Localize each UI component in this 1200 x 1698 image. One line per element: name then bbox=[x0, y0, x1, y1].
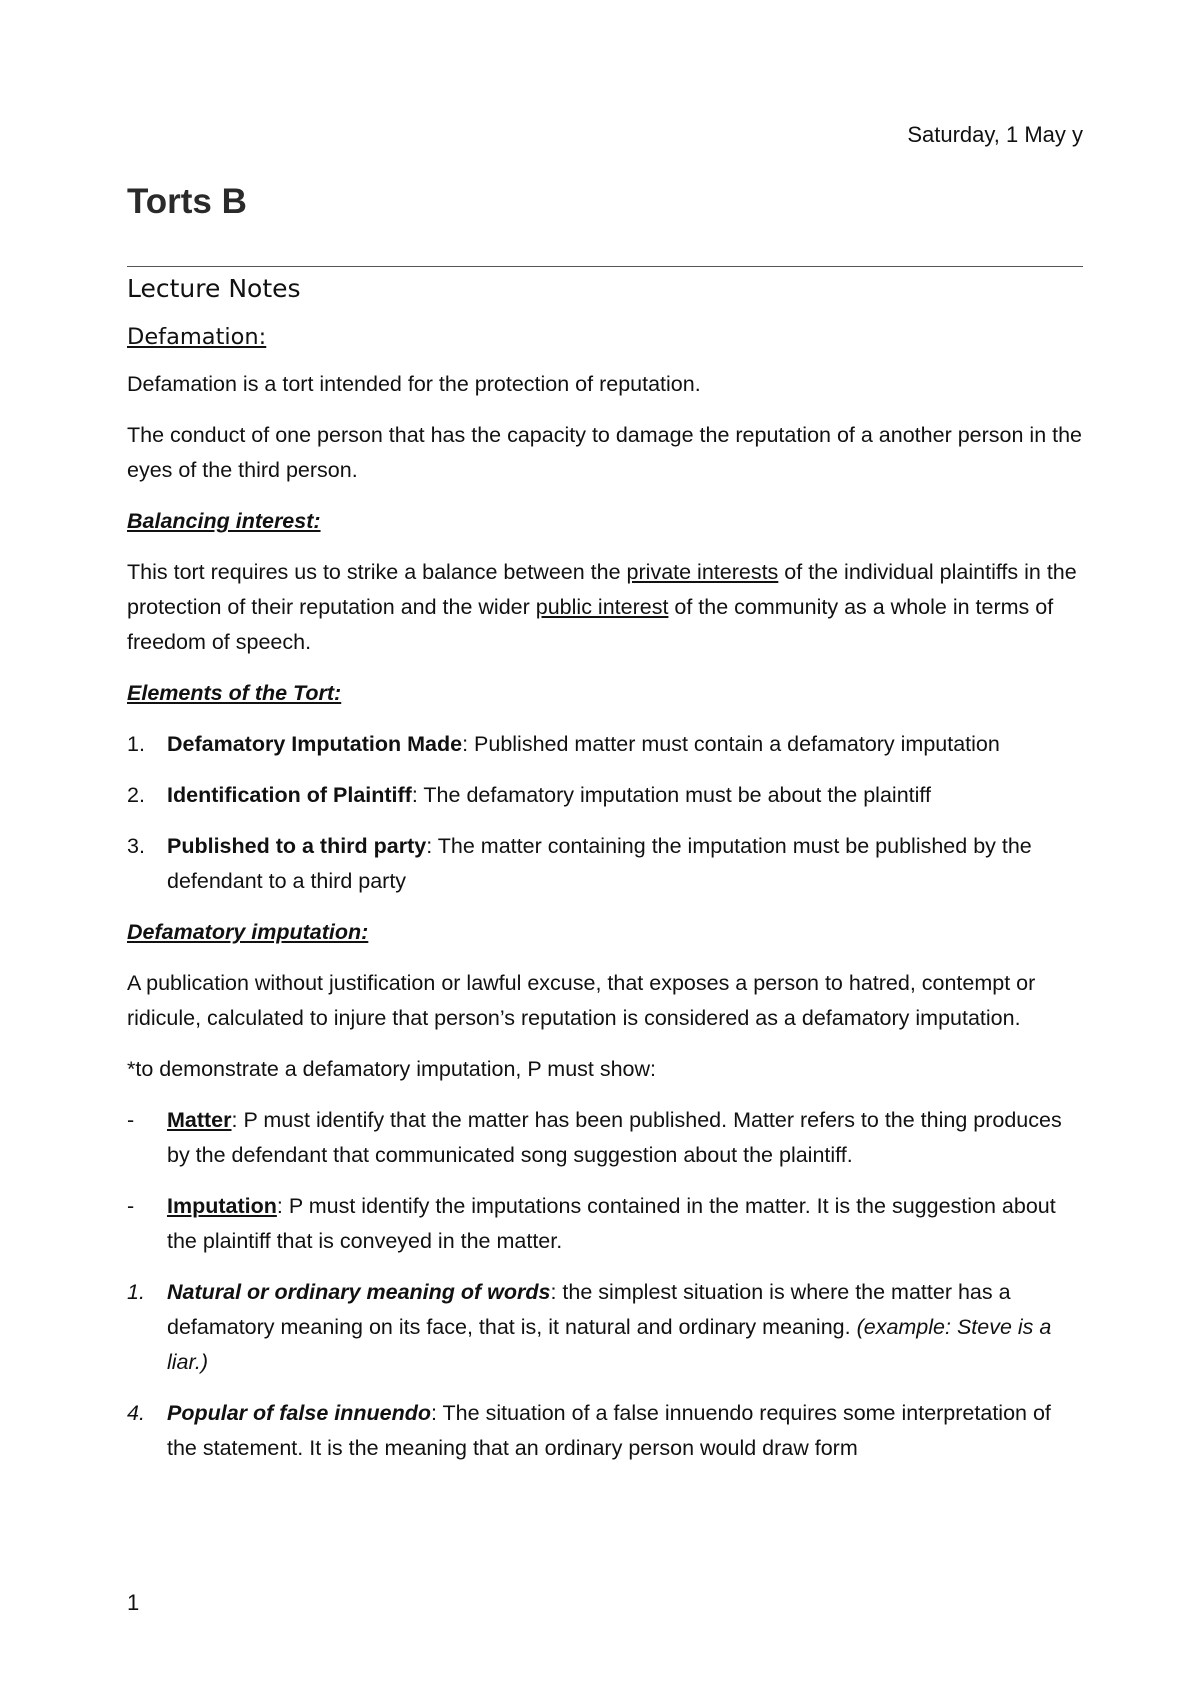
imputation-heading: Defamatory imputation: bbox=[127, 920, 369, 944]
list-item: 1. Defamatory Imputation Made: Published matter must contain a defamatory imputation bbox=[127, 732, 1000, 756]
list-item: - Imputation: P must identify the imputations contained in the matter. It is the suggestion about the plaintiff that is conveyed in the matter. bbox=[127, 1194, 1056, 1253]
page-number: 1 bbox=[127, 1590, 140, 1615]
subsection-heading: Defamation: bbox=[127, 324, 267, 350]
imputation-paragraph: A publication without justification or lawful excuse, that exposes a person to hatred, contempt or ridicule, calculated to injure that person’s reputation is considered as a defamatory imputation. bbox=[127, 971, 1036, 1030]
list-item: 4. Popular of false innuendo: The situation of a false innuendo requires some interpretation of the statement. It is the meaning that an ordinary person would draw form bbox=[127, 1401, 1051, 1460]
paragraph-conduct: The conduct of one person that has the capacity to damage the reputation of a another person in the eyes of the third person. bbox=[127, 423, 1083, 482]
imputation-note: *to demonstrate a defamatory imputation, P must show: bbox=[127, 1057, 657, 1081]
private-interests-term: private interests bbox=[626, 560, 779, 584]
section-heading: Lecture Notes bbox=[127, 274, 301, 303]
elements-heading: Elements of the Tort: bbox=[127, 681, 342, 705]
paragraph-definition: Defamation is a tort intended for the protection of reputation. bbox=[127, 372, 701, 396]
header-date: Saturday, 1 May y bbox=[907, 122, 1083, 147]
list-item: 1. Natural or ordinary meaning of words: the simplest situation is where the matter has a defamatory meaning on its face, that is, it natural and ordinary meaning. (example: Steve is a liar.) bbox=[127, 1280, 1052, 1374]
public-interest-term: public interest bbox=[535, 595, 669, 619]
list-item: - Matter: P must identify that the matter has been published. Matter refers to the thing produces by the defendant that communicated song suggestion about the plaintiff. bbox=[127, 1108, 1062, 1167]
document-title: Torts B bbox=[127, 182, 247, 221]
balancing-paragraph: This tort requires us to strike a balance between the private interests of the individual plaintiffs in the protection of their reputation and the wider public interest of the community as a whole in terms of freedom of speech. bbox=[127, 560, 1077, 654]
list-item: 2. Identification of Plaintiff: The defamatory imputation must be about the plaintiff bbox=[127, 783, 931, 807]
document-body bbox=[127, 265, 1082, 1482]
list-item: 3. Published to a third party: The matter containing the imputation must be published by the defendant to a third party bbox=[127, 834, 1032, 893]
balancing-heading: Balancing interest: bbox=[127, 509, 321, 533]
